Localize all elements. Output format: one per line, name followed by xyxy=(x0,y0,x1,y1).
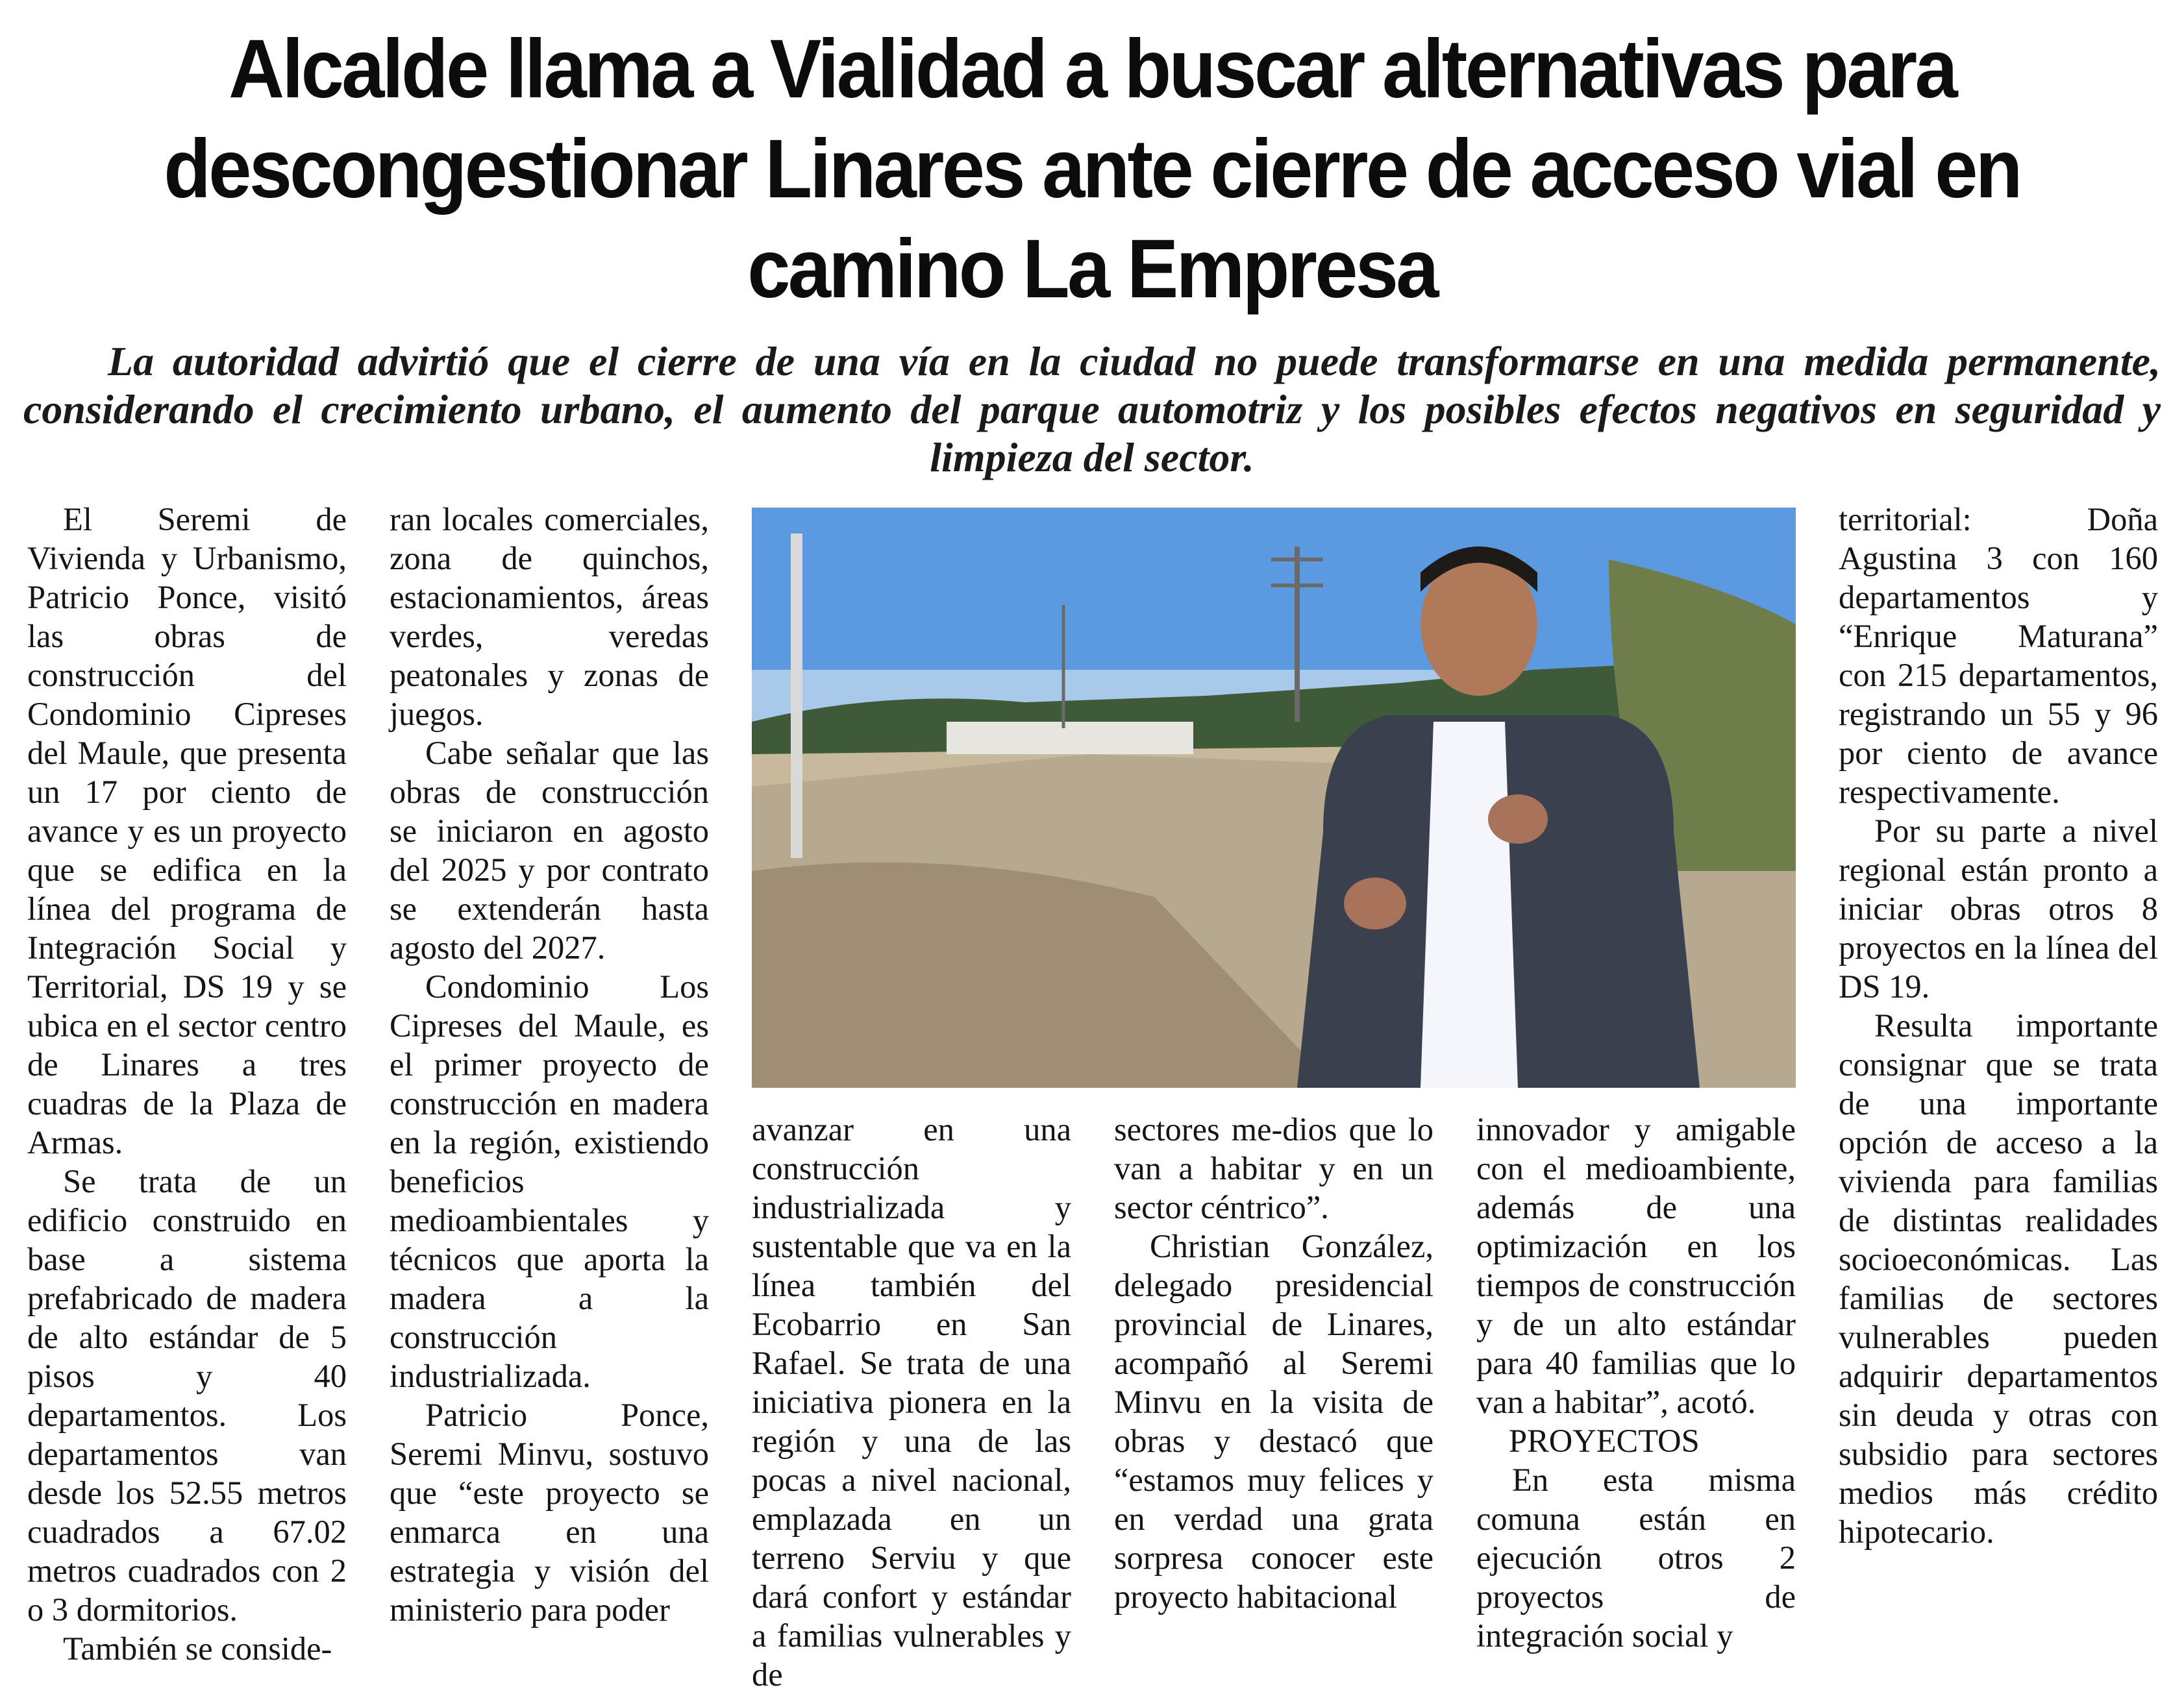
paragraph: El Seremi de Vivienda y Urbanismo, Patricio Ponce, visitó las obras de construcción del Condominio Cipreses del Maule, que presenta un 17 por ciento de avance y es un proyecto que se edifica en la línea del programa de Integración Social y Territorial, DS 19 y se ubica en el sector centro de Linares a tres cuadras de la Plaza de Armas. xyxy=(27,501,347,1160)
article-column-1 xyxy=(27,500,347,1668)
photo-of-man-in-suit-on-road-icon xyxy=(752,508,1796,1088)
paragraph: Cabe señalar que las obras de construcción se iniciaron en agosto del 2025 y por contrato se extenderán hasta agosto del 2027. xyxy=(390,735,709,966)
headline-line-3: camino La Empresa xyxy=(747,223,1437,315)
paragraph: innovador y amigable con el medioambiente, además de una optimización en los tiempos de construcción y de un alto estándar para 40 familias que lo van a habitar”, acotó. xyxy=(1476,1111,1796,1420)
headline-line-1: Alcalde llama a Vialidad a buscar alternativas para xyxy=(229,23,1955,116)
paragraph: En esta misma comuna están en ejecución otros 2 proyectos de integración social y xyxy=(1476,1462,1796,1654)
paragraph: Por su parte a nivel regional están pronto a iniciar obras otros 8 proyectos en la línea del DS 19. xyxy=(1839,813,2158,1005)
paragraph: avanzar en una construcción industrializada y sustentable que va en la línea también del Ecobarrio en San Rafael. Se trata de una iniciativa pionera en la región y una de las pocas a nivel nacional, emplazada en un terreno Serviu y que dará confort y estándar a familias vulnerables y de xyxy=(752,1111,1071,1693)
paragraph: ran locales comerciales, zona de quinchos, estacionamientos, áreas verdes, veredas peatonales y zonas de juegos. xyxy=(390,501,709,732)
paragraph: Resulta importante consignar que se trata de una importante opción de acceso a la vivienda para familias de distintas realidades socioeconómicas. Las familias de sectores vulnerables pueden adquirir departamentos sin deuda y otras con subsidio para sectores medios más crédito hipotecario. xyxy=(1839,1007,2158,1550)
headline-line-2: descongestionar Linares ante cierre de acceso vial en xyxy=(164,123,2020,215)
article-photo xyxy=(752,508,1796,1088)
paragraph: Christian González, delegado presidencial provincial de Linares, acompañó al Seremi Minvu en la visita de obras y destacó que “estamos muy felices y en verdad una grata sorpresa conocer este proyecto habitacional xyxy=(1114,1228,1433,1615)
paragraph: territorial: Doña Agustina 3 con 160 departamentos y “Enrique Maturana” con 215 departamentos, registrando un 55 y 96 por ciento de avance respectivamente. xyxy=(1839,501,2158,810)
paragraph: sectores me-dios que lo van a habitar y en un sector céntrico”. xyxy=(1114,1111,1433,1225)
section-heading: PROYECTOS xyxy=(1509,1423,1700,1459)
headline xyxy=(101,19,2083,319)
paragraph: Patricio Ponce, Seremi Minvu, sostuvo que “este proyecto se enmarca en una estrategia y visión del ministerio para poder xyxy=(390,1397,709,1628)
article-column-2 xyxy=(390,500,709,1629)
subheadline: La autoridad advirtió que el cierre de una vía en la ciudad no puede transformarse en una medida permanente, considerando el crecimiento urbano, el aumento del parque automotriz y los posibles efectos negativos en seguridad y limpieza del sector. xyxy=(23,338,2161,480)
article-column-5 xyxy=(1476,1110,1796,1655)
article-column-3 xyxy=(752,1110,1071,1694)
paragraph: Condominio Los Cipreses del Maule, es el primer proyecto de construcción en madera en la región, existiendo beneficios medioambientales y técnicos que aporta la madera a la construcción industrializada. xyxy=(390,968,709,1394)
article-column-4 xyxy=(1114,1110,1433,1616)
paragraph: También se conside- xyxy=(63,1630,332,1667)
article-column-6 xyxy=(1839,500,2158,1551)
paragraph: Se trata de un edificio construido en base a sistema prefabricado de madera de alto estándar de 5 pisos y 40 departamentos. Los departamentos van desde los 52.55 metros cuadrados a 67.02 metros cuadrados con 2 o 3 dormitorios. xyxy=(27,1163,347,1628)
